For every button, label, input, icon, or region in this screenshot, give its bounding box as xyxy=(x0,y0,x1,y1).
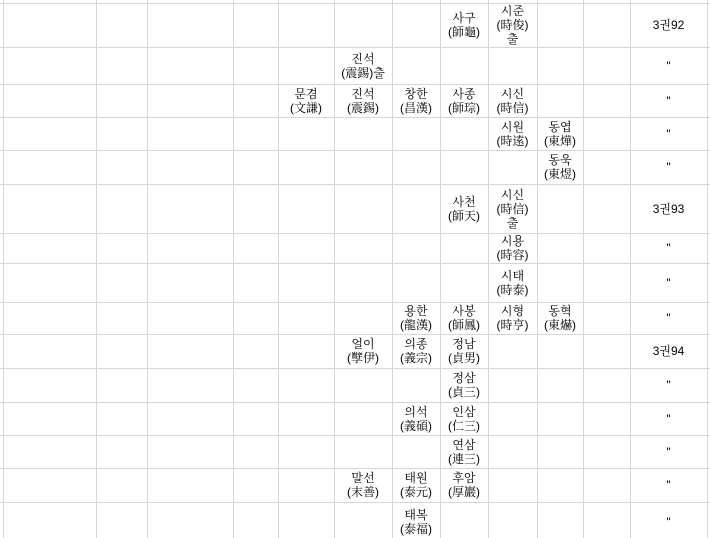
cell-r10-c6[interactable] xyxy=(334,334,392,368)
cell-text-line: 연삼 xyxy=(452,437,476,452)
cell-text-line: 동욱 xyxy=(548,153,572,167)
cell-r15-c12[interactable] xyxy=(630,502,707,538)
empty-cell[interactable] xyxy=(278,117,334,150)
empty-cell[interactable] xyxy=(334,150,392,184)
empty-cell[interactable] xyxy=(233,184,278,233)
empty-cell[interactable] xyxy=(488,334,537,368)
empty-cell[interactable] xyxy=(583,263,630,302)
cell-text-line: 시형 xyxy=(500,304,525,318)
empty-cell[interactable] xyxy=(96,402,147,435)
cell-text-line: " xyxy=(666,160,671,174)
cell-text-line: 3권92 xyxy=(652,18,685,32)
cell-text-line: 사천 xyxy=(452,194,476,209)
cell-text-line: (時俊) xyxy=(496,18,529,32)
cell-text-line: 시원 xyxy=(500,119,525,134)
empty-cell[interactable] xyxy=(488,435,537,468)
cell-r15-c7[interactable] xyxy=(392,502,440,538)
empty-cell[interactable] xyxy=(96,184,147,233)
cell-r10-c7[interactable] xyxy=(392,334,440,368)
empty-cell[interactable] xyxy=(147,263,233,302)
cell-text-line: 정남 xyxy=(452,337,476,351)
empty-cell[interactable] xyxy=(440,117,488,150)
empty-cell[interactable] xyxy=(334,302,392,334)
empty-cell[interactable] xyxy=(334,233,392,263)
empty-cell[interactable] xyxy=(392,368,440,402)
empty-cell[interactable] xyxy=(96,47,147,84)
cell-text-line: " xyxy=(666,241,671,255)
cell-text-line: (震錫)출 xyxy=(341,65,385,80)
cell-text-line: 후암 xyxy=(452,471,476,485)
cell-r3-c9[interactable] xyxy=(488,84,537,117)
empty-cell[interactable] xyxy=(3,368,96,402)
cell-text-line: (文謙) xyxy=(290,100,322,115)
empty-cell[interactable] xyxy=(96,84,147,117)
cell-text-line: 동엽 xyxy=(548,119,572,134)
empty-cell[interactable] xyxy=(147,233,233,263)
cell-r14-c12[interactable] xyxy=(630,468,707,502)
cell-text-line: (厚巖) xyxy=(448,485,480,499)
cell-r4-c10[interactable] xyxy=(537,117,583,150)
empty-cell[interactable] xyxy=(3,84,96,117)
cell-r3-c7[interactable] xyxy=(392,84,440,117)
cell-text-line: " xyxy=(666,478,671,492)
cell-r9-c8[interactable] xyxy=(440,302,488,334)
cell-r6-c12[interactable] xyxy=(630,184,707,233)
empty-cell[interactable] xyxy=(278,184,334,233)
empty-cell[interactable] xyxy=(96,334,147,368)
empty-cell[interactable] xyxy=(233,84,278,117)
empty-cell[interactable] xyxy=(488,502,537,538)
cell-text-line: (師天) xyxy=(448,208,480,223)
cell-text-line: (師龜) xyxy=(448,25,480,39)
empty-cell[interactable] xyxy=(392,263,440,302)
empty-cell[interactable] xyxy=(488,368,537,402)
empty-cell[interactable] xyxy=(334,435,392,468)
empty-cell[interactable] xyxy=(334,502,392,538)
cell-text-line: " xyxy=(666,275,671,290)
cell-text-line: 시신 xyxy=(500,86,525,101)
empty-cell[interactable] xyxy=(278,402,334,435)
empty-cell[interactable] xyxy=(392,3,440,47)
table-row xyxy=(0,47,710,84)
empty-cell[interactable] xyxy=(278,468,334,502)
empty-cell[interactable] xyxy=(537,184,583,233)
table-row xyxy=(0,233,710,263)
empty-cell[interactable] xyxy=(96,368,147,402)
cell-text-line: " xyxy=(666,311,671,325)
empty-cell[interactable] xyxy=(392,117,440,150)
empty-cell[interactable] xyxy=(147,3,233,47)
cell-text-line: (貞三) xyxy=(448,385,480,399)
cell-r3-c12[interactable] xyxy=(630,84,707,117)
empty-cell[interactable] xyxy=(147,47,233,84)
cell-text-line: 3권93 xyxy=(652,201,685,216)
empty-cell[interactable] xyxy=(537,263,583,302)
empty-cell[interactable] xyxy=(3,117,96,150)
empty-cell[interactable] xyxy=(392,184,440,233)
cell-text-line: (義碩) xyxy=(400,418,432,433)
empty-cell[interactable] xyxy=(488,150,537,184)
empty-cell[interactable] xyxy=(583,334,630,368)
cell-text-line: 의종 xyxy=(404,337,428,351)
empty-cell[interactable] xyxy=(392,150,440,184)
table-row xyxy=(0,184,710,233)
cell-r3-c5[interactable] xyxy=(278,84,334,117)
cell-r1-c8[interactable] xyxy=(440,3,488,47)
empty-cell[interactable] xyxy=(3,184,96,233)
empty-cell[interactable] xyxy=(537,233,583,263)
cell-text-line: " xyxy=(666,93,671,108)
cell-text-line: (昌漢) xyxy=(400,100,432,115)
empty-cell[interactable] xyxy=(583,435,630,468)
cell-r10-c8[interactable] xyxy=(440,334,488,368)
cell-text-line: (孼伊) xyxy=(347,351,379,365)
empty-cell[interactable] xyxy=(3,233,96,263)
cell-text-line: 시용 xyxy=(500,234,525,248)
cell-r8-c9[interactable] xyxy=(488,263,537,302)
cell-text-line: (震錫) xyxy=(347,100,379,115)
cell-text-line: 시신 xyxy=(500,187,525,202)
empty-cell[interactable] xyxy=(233,117,278,150)
cell-text-line: (東煜) xyxy=(544,167,576,181)
empty-cell[interactable] xyxy=(3,150,96,184)
empty-cell[interactable] xyxy=(3,468,96,502)
cell-r5-c10[interactable] xyxy=(537,150,583,184)
cell-r9-c9[interactable] xyxy=(488,302,537,334)
empty-cell[interactable] xyxy=(3,3,96,47)
empty-cell[interactable] xyxy=(583,117,630,150)
empty-cell[interactable] xyxy=(583,84,630,117)
empty-cell[interactable] xyxy=(233,3,278,47)
cell-text-line: " xyxy=(666,515,671,529)
empty-cell[interactable] xyxy=(147,502,233,538)
cell-r1-c12[interactable] xyxy=(630,3,707,47)
empty-cell[interactable] xyxy=(334,184,392,233)
cell-text-line: " xyxy=(666,126,671,141)
cell-text-line: (龍漢) xyxy=(400,318,432,332)
cell-r13-c8[interactable] xyxy=(440,435,488,468)
empty-cell[interactable] xyxy=(278,334,334,368)
empty-cell[interactable] xyxy=(147,368,233,402)
empty-cell[interactable] xyxy=(233,468,278,502)
cell-text-line: (時逺) xyxy=(496,133,529,148)
empty-cell[interactable] xyxy=(392,233,440,263)
cell-text-line: " xyxy=(666,378,671,392)
empty-cell[interactable] xyxy=(233,47,278,84)
empty-cell[interactable] xyxy=(583,47,630,84)
empty-cell[interactable] xyxy=(440,150,488,184)
cell-r11-c8[interactable] xyxy=(440,368,488,402)
empty-cell[interactable] xyxy=(278,502,334,538)
empty-cell[interactable] xyxy=(537,84,583,117)
empty-cell[interactable] xyxy=(233,402,278,435)
empty-cell[interactable] xyxy=(96,468,147,502)
cell-r5-c12[interactable] xyxy=(630,150,707,184)
cell-text-line: 진석 xyxy=(351,51,375,66)
table-row xyxy=(0,84,710,117)
empty-cell[interactable] xyxy=(147,302,233,334)
empty-cell[interactable] xyxy=(583,184,630,233)
empty-cell[interactable] xyxy=(537,47,583,84)
empty-cell[interactable] xyxy=(488,402,537,435)
empty-cell[interactable] xyxy=(583,233,630,263)
empty-cell[interactable] xyxy=(537,435,583,468)
cell-text-line: (泰元) xyxy=(400,485,432,499)
empty-cell[interactable] xyxy=(537,334,583,368)
cell-text-line: (貞男) xyxy=(448,351,480,365)
empty-cell[interactable] xyxy=(3,502,96,538)
cell-text-line: (義宗) xyxy=(400,351,432,365)
empty-cell[interactable] xyxy=(392,47,440,84)
empty-cell[interactable] xyxy=(440,263,488,302)
cell-r8-c12[interactable] xyxy=(630,263,707,302)
cell-r1-c9[interactable] xyxy=(488,3,537,47)
empty-cell[interactable] xyxy=(147,435,233,468)
empty-cell[interactable] xyxy=(233,263,278,302)
empty-cell[interactable] xyxy=(96,502,147,538)
empty-cell[interactable] xyxy=(3,47,96,84)
empty-cell[interactable] xyxy=(147,150,233,184)
empty-cell[interactable] xyxy=(583,150,630,184)
empty-cell[interactable] xyxy=(96,263,147,302)
table-row xyxy=(0,502,710,538)
empty-cell[interactable] xyxy=(278,150,334,184)
empty-cell[interactable] xyxy=(96,435,147,468)
cell-text-line: 사봉 xyxy=(452,304,476,318)
empty-cell[interactable] xyxy=(583,468,630,502)
empty-cell[interactable] xyxy=(278,435,334,468)
empty-cell[interactable] xyxy=(334,117,392,150)
cell-r11-c12[interactable] xyxy=(630,368,707,402)
empty-cell[interactable] xyxy=(583,3,630,47)
empty-cell[interactable] xyxy=(3,263,96,302)
cell-text-line: 태복 xyxy=(404,508,428,522)
cell-text-line: (東燁) xyxy=(544,133,576,148)
cell-text-line: (師琮) xyxy=(448,100,480,115)
empty-cell[interactable] xyxy=(537,402,583,435)
cell-text-line: 진석 xyxy=(351,86,375,101)
empty-cell[interactable] xyxy=(278,3,334,47)
cell-r6-c9[interactable] xyxy=(488,184,537,233)
empty-cell[interactable] xyxy=(233,502,278,538)
cell-text-line: (時泰) xyxy=(496,282,529,297)
empty-cell[interactable] xyxy=(278,47,334,84)
cell-r14-c6[interactable] xyxy=(334,468,392,502)
table-row xyxy=(0,402,710,435)
empty-cell[interactable] xyxy=(233,334,278,368)
cell-text-line: (泰福) xyxy=(400,522,432,536)
cell-r7-c9[interactable] xyxy=(488,233,537,263)
cell-text-line: 정삼 xyxy=(452,371,476,385)
empty-cell[interactable] xyxy=(278,302,334,334)
empty-cell[interactable] xyxy=(392,435,440,468)
empty-cell[interactable] xyxy=(3,334,96,368)
cell-r3-c8[interactable] xyxy=(440,84,488,117)
empty-cell[interactable] xyxy=(278,263,334,302)
empty-cell[interactable] xyxy=(537,368,583,402)
cell-text-line: 사구 xyxy=(452,11,476,25)
cell-r4-c9[interactable] xyxy=(488,117,537,150)
cell-r12-c8[interactable] xyxy=(440,402,488,435)
empty-cell[interactable] xyxy=(233,302,278,334)
cell-r4-c12[interactable] xyxy=(630,117,707,150)
empty-cell[interactable] xyxy=(147,84,233,117)
cell-r3-c6[interactable] xyxy=(334,84,392,117)
table-row xyxy=(0,117,710,150)
empty-cell[interactable] xyxy=(537,3,583,47)
cell-text-line: (時亨) xyxy=(496,318,529,332)
empty-cell[interactable] xyxy=(440,233,488,263)
empty-cell[interactable] xyxy=(96,3,147,47)
empty-cell[interactable] xyxy=(147,117,233,150)
empty-cell[interactable] xyxy=(233,150,278,184)
cell-text-line: 동혁 xyxy=(548,304,572,318)
table-row xyxy=(0,468,710,502)
cell-r6-c8[interactable] xyxy=(440,184,488,233)
empty-cell[interactable] xyxy=(233,368,278,402)
cell-text-line: " xyxy=(666,58,671,73)
cell-text-line: 3권94 xyxy=(652,344,685,358)
cell-text-line: (末善) xyxy=(347,485,379,499)
table-row xyxy=(0,368,710,402)
empty-cell[interactable] xyxy=(278,368,334,402)
empty-cell[interactable] xyxy=(3,435,96,468)
empty-cell[interactable] xyxy=(3,302,96,334)
cell-text-line: 인삼 xyxy=(452,404,476,419)
cell-text-line: " xyxy=(666,411,671,426)
cell-text-line: (東爀) xyxy=(544,318,576,332)
cell-r12-c12[interactable] xyxy=(630,402,707,435)
empty-cell[interactable] xyxy=(96,117,147,150)
cell-text-line: 얼이 xyxy=(351,337,375,351)
cell-r7-c12[interactable] xyxy=(630,233,707,263)
empty-cell[interactable] xyxy=(147,468,233,502)
cell-text-line: (連三) xyxy=(448,451,480,466)
table-row xyxy=(0,3,710,47)
cell-text-line: 문겸 xyxy=(294,86,318,101)
empty-cell[interactable] xyxy=(440,47,488,84)
empty-cell[interactable] xyxy=(334,402,392,435)
cell-text-line: 의석 xyxy=(404,404,428,419)
empty-cell[interactable] xyxy=(583,368,630,402)
cell-text-line: 창한 xyxy=(404,86,428,101)
cell-r14-c8[interactable] xyxy=(440,468,488,502)
cell-r14-c7[interactable] xyxy=(392,468,440,502)
cell-r13-c12[interactable] xyxy=(630,435,707,468)
cell-r9-c7[interactable] xyxy=(392,302,440,334)
cell-text-line: 시태 xyxy=(500,268,525,283)
cell-text-line: " xyxy=(666,444,671,459)
cell-text-line: (時信) xyxy=(496,100,529,115)
empty-cell[interactable] xyxy=(334,263,392,302)
table-row xyxy=(0,302,710,334)
cell-text-line: (仁三) xyxy=(448,418,480,433)
cell-r2-c6[interactable] xyxy=(334,47,392,84)
empty-cell[interactable] xyxy=(96,233,147,263)
empty-cell[interactable] xyxy=(537,468,583,502)
empty-cell[interactable] xyxy=(96,150,147,184)
empty-cell[interactable] xyxy=(334,368,392,402)
empty-cell[interactable] xyxy=(278,233,334,263)
empty-cell[interactable] xyxy=(147,402,233,435)
empty-cell[interactable] xyxy=(147,184,233,233)
empty-cell[interactable] xyxy=(440,502,488,538)
empty-cell[interactable] xyxy=(488,47,537,84)
cell-r2-c12[interactable] xyxy=(630,47,707,84)
cell-text-line: 사종 xyxy=(452,86,476,101)
table-row xyxy=(0,334,710,368)
table-row xyxy=(0,263,710,302)
cell-text-line: 태원 xyxy=(404,471,428,485)
empty-cell[interactable] xyxy=(3,402,96,435)
empty-cell[interactable] xyxy=(96,302,147,334)
cell-text-line: 출 xyxy=(506,215,519,230)
empty-cell[interactable] xyxy=(583,502,630,538)
empty-cell[interactable] xyxy=(147,334,233,368)
cell-text-line: 출 xyxy=(506,32,519,46)
cell-text-line: 말선 xyxy=(351,471,375,485)
cell-text-line: 용한 xyxy=(404,304,428,318)
table-row xyxy=(0,150,710,184)
cell-text-line: 시준 xyxy=(500,4,525,18)
cell-text-line: (師鳳) xyxy=(448,318,480,332)
cell-r9-c10[interactable] xyxy=(537,302,583,334)
empty-cell[interactable] xyxy=(233,233,278,263)
cell-r10-c12[interactable] xyxy=(630,334,707,368)
cell-text-line: (時容) xyxy=(496,248,529,262)
empty-cell[interactable] xyxy=(334,3,392,47)
cell-text-line: (時信) xyxy=(496,201,529,216)
empty-cell[interactable] xyxy=(488,468,537,502)
table-row xyxy=(0,435,710,468)
empty-cell[interactable] xyxy=(537,502,583,538)
empty-cell[interactable] xyxy=(233,435,278,468)
cell-r12-c7[interactable] xyxy=(392,402,440,435)
empty-cell[interactable] xyxy=(583,402,630,435)
empty-cell[interactable] xyxy=(583,302,630,334)
cell-r9-c12[interactable] xyxy=(630,302,707,334)
